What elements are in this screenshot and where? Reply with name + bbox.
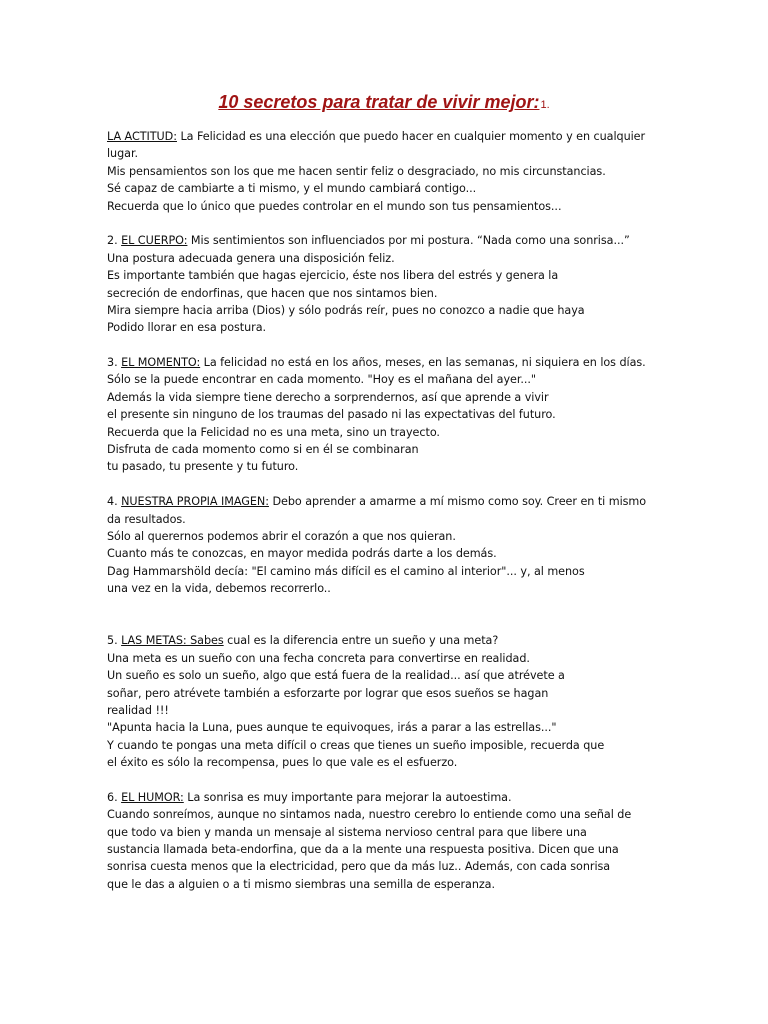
- paragraph-line: Sólo se la puede encontrar en cada momento. "Hoy es el mañana del ayer...": [107, 373, 537, 387]
- section-first-line: [107, 493, 667, 510]
- section-humor: [107, 789, 667, 893]
- paragraph-line: Dag Hammarshöld decía: "El camino más difícil es el camino al interior"... y, al menos: [107, 564, 585, 578]
- section-actitud: [107, 128, 667, 215]
- paragraph-line: Recuerda que lo único que puedes controlar en el mundo son tus pensamientos...: [107, 199, 562, 213]
- section-text: La Felicidad es una elección que puedo hacer en cualquier momento y en cualquier: [176, 130, 646, 143]
- section-heading: EL MOMENTO:: [121, 356, 201, 370]
- paragraph-line: sonrisa cuesta menos que la electricidad, pero que da más luz.. Además, con cada sonrisa: [107, 860, 611, 874]
- paragraph-line: tu pasado, tu presente y tu futuro.: [107, 460, 299, 474]
- paragraph-line: Sé capaz de cambiarte a ti mismo, y el mundo cambiará contigo...: [107, 182, 477, 196]
- section-number: 3.: [107, 356, 122, 370]
- paragraph-line: Una postura adecuada genera una disposición feliz.: [107, 251, 395, 265]
- paragraph-line: realidad !!!: [107, 703, 169, 717]
- paragraph-line: sustancia llamada beta-endorfina, que da a la mente una respuesta positiva. Dicen que una: [107, 843, 619, 857]
- section-heading: EL CUERPO:: [121, 234, 188, 248]
- title-line: [0, 92, 768, 113]
- paragraph-line: "Apunta hacia la Luna, pues aunque te equivoques, irás a parar a las estrellas...": [107, 721, 557, 735]
- section-first-line: [107, 789, 667, 806]
- paragraph-line: secreción de endorfinas, que hacen que nos sintamos bien.: [107, 286, 438, 300]
- paragraph-line: el presente sin ninguno de los traumas del pasado ni las expectativas del futuro.: [107, 408, 556, 422]
- paragraph-line: Disfruta de cada momento como si en él se combinaran: [107, 443, 419, 457]
- section-number: 6.: [107, 790, 122, 804]
- section-text: Debo aprender a amarme a mí mismo como soy. Creer en ti mismo: [268, 495, 647, 509]
- paragraph-line: una vez en la vida, debemos recorrerlo..: [107, 582, 331, 596]
- section-heading: LA ACTITUD:: [107, 130, 177, 143]
- page-title: 10 secretos para tratar de vivir mejor:: [218, 92, 540, 112]
- paragraph-line: Mira siempre hacia arriba (Dios) y sólo podrás reír, pues no conozco a nadie que haya: [107, 303, 585, 317]
- section-first-line: [107, 632, 667, 649]
- section-text: cual es la diferencia entre un sueño y una meta?: [223, 634, 499, 648]
- section-propia-imagen: [107, 493, 667, 597]
- paragraph-line: Mis pensamientos son los que me hacen sentir feliz o desgraciado, no mis circunstancias.: [107, 164, 606, 178]
- paragraph-line: Además la vida siempre tiene derecho a sorprendernos, así que aprende a vivir: [107, 390, 549, 404]
- section-text: La sonrisa es muy importante para mejorar la autoestima.: [183, 790, 512, 804]
- title-footnote-mark: 1.: [540, 99, 550, 111]
- paragraph-line: Podido llorar en esa postura.: [107, 321, 267, 335]
- paragraph-line: Una meta es un sueño con una fecha concreta para convertirse en realidad.: [107, 651, 530, 665]
- section-momento: [107, 354, 667, 476]
- section-first-line: [107, 128, 667, 145]
- paragraph-line: Un sueño es solo un sueño, algo que está fuera de la realidad... así que atrévete a: [107, 669, 565, 683]
- section-first-line: [107, 354, 667, 371]
- paragraph-line: lugar.: [107, 147, 138, 161]
- paragraph-line: el éxito es sólo la recompensa, pues lo que vale es el esfuerzo.: [107, 756, 458, 770]
- paragraph-line: Sólo al querernos podemos abrir el corazón a que nos quieran.: [107, 529, 456, 543]
- section-text: La felicidad no está en los años, meses, en las semanas, ni siquiera en los días.: [200, 356, 646, 370]
- paragraph-line: Recuerda que la Felicidad no es una meta, sino un trayecto.: [107, 425, 440, 439]
- document-body: [107, 128, 667, 911]
- paragraph-line: soñar, pero atrévete también a esforzarte por lograr que esos sueños se hagan: [107, 686, 549, 700]
- paragraph-line: que todo va bien y manda un mensaje al sistema nervioso central para que libere una: [107, 825, 587, 839]
- section-cuerpo: [107, 232, 667, 336]
- section-text: Mis sentimientos son influenciados por mi postura. “Nada como una sonrisa...”: [187, 234, 630, 248]
- paragraph-line: Es importante también que hagas ejercicio, éste nos libera del estrés y genera la: [107, 269, 559, 283]
- section-number: 5.: [107, 634, 122, 648]
- paragraph-line: da resultados.: [107, 512, 186, 526]
- section-first-line: [107, 232, 667, 249]
- section-heading: EL HUMOR:: [121, 790, 184, 804]
- paragraph-line: Cuando sonreímos, aunque no sintamos nada, nuestro cerebro lo entiende como una señal de: [107, 808, 632, 822]
- paragraph-line: Y cuando te pongas una meta difícil o creas que tienes un sueño imposible, recuerda que: [107, 738, 605, 752]
- section-number: 4.: [107, 495, 122, 509]
- section-heading: LAS METAS: Sabes: [121, 634, 224, 648]
- paragraph-line: que le das a alguien o a ti mismo siembras una semilla de esperanza.: [107, 877, 495, 891]
- paragraph-line: Cuanto más te conozcas, en mayor medida podrás darte a los demás.: [107, 547, 497, 561]
- section-metas: [107, 632, 667, 771]
- section-heading: NUESTRA PROPIA IMAGEN:: [121, 495, 269, 509]
- section-number: 2.: [107, 234, 122, 248]
